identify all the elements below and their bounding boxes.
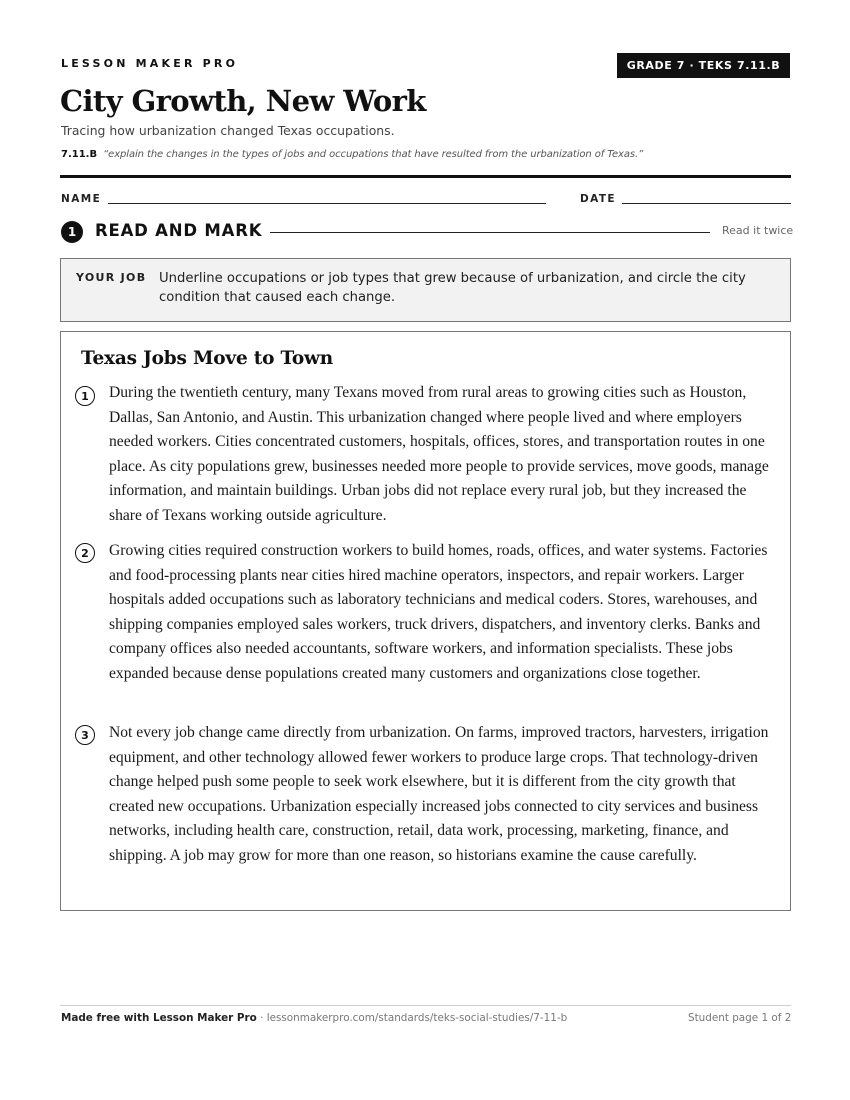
page-subtitle: Tracing how urbanization changed Texas occupations. — [61, 123, 395, 138]
section-title: READ AND MARK — [95, 221, 263, 240]
paragraph-number-3: 3 — [75, 725, 95, 745]
date-field[interactable] — [622, 203, 791, 204]
section-number-badge: 1 — [61, 221, 83, 243]
footer-made-with: Made free with Lesson Maker Pro — [61, 1012, 257, 1024]
standard-line — [61, 149, 643, 160]
date-label: DATE — [580, 193, 616, 205]
paragraph-2[interactable]: Growing cities required construction workers to build homes, roads, offices, and water systems. Factories and food-processing plants near cities hired machine operators, inspectors, and repair workers. Larger hospitals added occupations such as laboratory technicians and medical coders. Stores, warehouses, and shipping companies employed sales workers, truck drivers, dispatchers, and inventory clerks. Banks and company offices also needed accountants, software workers, and information specialists. These jobs expanded because dense populations created many customers and organizations close together. — [109, 542, 768, 682]
standard-code: 7.11.B — [61, 149, 98, 160]
header-divider — [60, 175, 791, 178]
brand-wordmark: LESSON MAKER PRO — [61, 57, 239, 70]
standard-text: “explain the changes in the types of jobs and occupations that have resulted from the urbanization of Texas.” — [103, 149, 644, 160]
name-label: NAME — [61, 193, 102, 205]
paragraph-number-1: 1 — [75, 386, 95, 406]
name-field[interactable] — [108, 203, 546, 204]
reading-title: Texas Jobs Move to Town — [81, 348, 334, 369]
footer-credit — [61, 1012, 567, 1024]
your-job-instructions: Underline occupations or job types that grew because of urbanization, and circle the city condition that caused each change. — [159, 271, 746, 305]
your-job-label: YOUR JOB — [76, 271, 147, 284]
paragraph-1[interactable]: During the twentieth century, many Texans moved from rural areas to growing cities such as Houston, Dallas, San Antonio, and Austin. This urbanization changed where people lived and where employers needed workers. Cities concentrated customers, hospitals, offices, stores, and transportation routes in one place. As city populations grew, businesses needed more people to provide services, move goods, manage information, and maintain buildings. Urban jobs did not replace every rural job, but they increased the share of Texans working outside agriculture. — [109, 384, 769, 524]
section-rule — [270, 232, 710, 233]
grade-badge: GRADE 7 · TEKS 7.11.B — [617, 53, 790, 78]
page-title: City Growth, New Work — [60, 84, 426, 118]
footer-page-number: Student page 1 of 2 — [688, 1012, 792, 1024]
your-job-box — [60, 258, 791, 322]
paragraph-number-2: 2 — [75, 543, 95, 563]
reading-passage — [60, 331, 791, 911]
footer-divider — [60, 1005, 791, 1006]
paragraph-3[interactable]: Not every job change came directly from urbanization. On farms, improved tractors, harvesters, irrigation equipment, and other technology allowed fewer workers to produce large crops. That technology-driven change helped push some people to seek work elsewhere, but it is different from the city growth that created new occupations. Urbanization especially increased jobs connected to city services and business networks, including health care, construction, retail, data work, processing, marketing, finance, and shipping. A job may grow for more than one reason, so historians examine the cause carefully. — [109, 724, 769, 864]
footer-url[interactable]: · lessonmakerpro.com/standards/teks-social-studies/7-11-b — [256, 1012, 568, 1024]
section-note: Read it twice — [722, 224, 794, 237]
